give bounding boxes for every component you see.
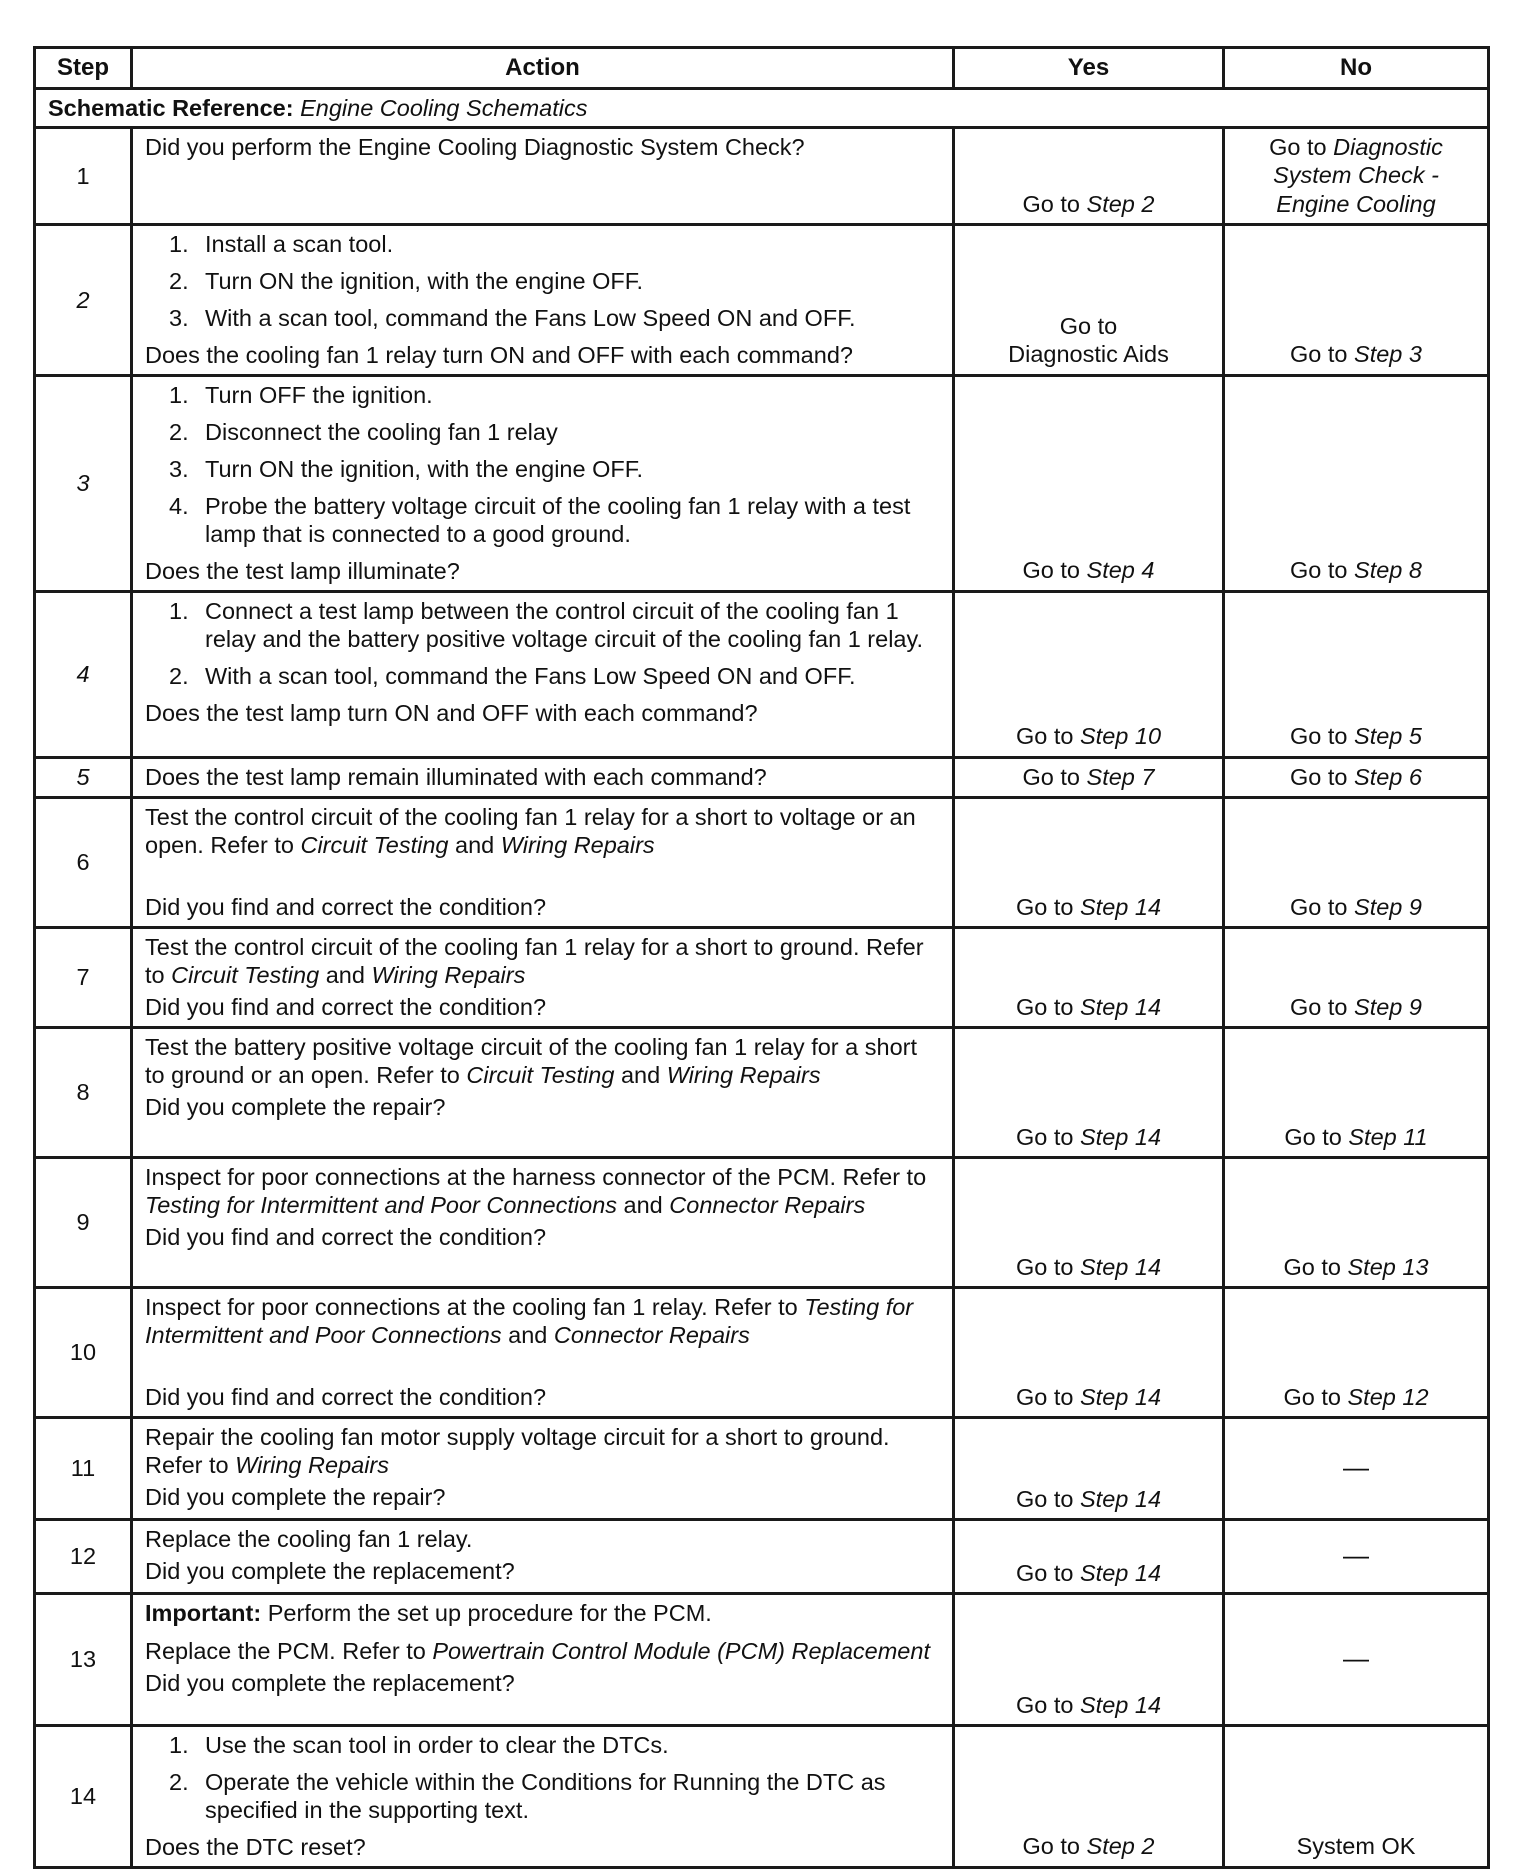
reference-link[interactable]: Testing for Intermittent and Poor Connections (145, 1192, 618, 1218)
yes-cell (954, 927, 1224, 1027)
schematic-reference-row (35, 89, 1489, 128)
no-cell (1224, 1157, 1489, 1287)
no-cell (1224, 375, 1489, 591)
reference-link[interactable]: Powertrain Control Module (PCM) Replacement (432, 1638, 930, 1664)
yes-cell (954, 1725, 1224, 1867)
yes-link[interactable]: Step 14 (1080, 993, 1162, 1020)
no-value: — (1343, 1540, 1369, 1571)
go-to-label: Go to (1290, 557, 1348, 584)
step-instruction: Test the control circuit of the cooling fan 1 relay for a short to ground. Refer to Circuit Testing and Wiring Repairs (145, 933, 924, 988)
go-to-label: Go to (1022, 1833, 1080, 1860)
step-instruction: Replace the cooling fan 1 relay. (145, 1525, 473, 1552)
step-number: 9 (35, 1157, 132, 1287)
no-link[interactable]: System Check - (1273, 162, 1439, 189)
action-cell (132, 591, 954, 757)
step-number: 8 (35, 1027, 132, 1157)
action-list (145, 381, 940, 549)
step-question: Does the DTC reset? (145, 1834, 366, 1861)
schematic-label: Schematic Reference: (48, 95, 294, 121)
step-number: 12 (35, 1519, 132, 1593)
step-question: Did you perform the Engine Cooling Diagnostic System Check? (145, 134, 805, 161)
action-cell (132, 757, 954, 797)
action-cell (132, 1027, 954, 1157)
step-number: 13 (35, 1593, 132, 1725)
header-action: Action (132, 48, 954, 89)
action-cell (132, 1725, 954, 1867)
yes-cell (954, 224, 1224, 375)
list-item: 1. Use the scan tool in order to clear the DTCs. (169, 1731, 669, 1758)
step-instruction: Test the control circuit of the cooling fan 1 relay for a short to voltage or an open. Refer to Circuit Testing and Wiring Repairs (145, 803, 916, 858)
header-yes: Yes (954, 48, 1224, 89)
go-to-label: Go to (1022, 190, 1080, 217)
table-row (35, 591, 1489, 757)
go-to-label: Go to (1284, 1123, 1342, 1150)
no-cell (1224, 1287, 1489, 1417)
step-instruction: Inspect for poor connections at the cooling fan 1 relay. Refer to Testing for Intermittent and Poor Connections and Connector Repairs (145, 1293, 914, 1348)
table-row (35, 797, 1489, 927)
go-to-label: Go to (1015, 1123, 1074, 1150)
go-to-label: Go to (1283, 1383, 1341, 1410)
step-question: Did you complete the repair? (145, 1484, 446, 1511)
go-to-label: Go to (1269, 134, 1327, 161)
step-instruction: Repair the cooling fan motor supply voltage circuit for a short to ground. Refer to Wiring Repairs (145, 1423, 890, 1478)
no-cell (1224, 591, 1489, 757)
no-cell (1224, 1725, 1489, 1867)
action-list (145, 597, 940, 691)
table-row (35, 1287, 1489, 1417)
list-item: 3. With a scan tool, command the Fans Low Speed ON and OFF. (169, 305, 856, 332)
action-cell (132, 1287, 954, 1417)
header-no: No (1224, 48, 1489, 89)
step-number: 14 (35, 1725, 132, 1867)
no-value: — (1343, 1643, 1369, 1674)
action-cell (132, 224, 954, 375)
go-to-label: Go to (1290, 893, 1348, 920)
no-link[interactable]: Step 11 (1348, 1123, 1428, 1150)
step-question: Did you complete the replacement? (145, 1670, 515, 1697)
go-to-label: Go to (1290, 341, 1348, 368)
no-link[interactable]: Step 12 (1347, 1383, 1429, 1410)
go-to-label: Go to (1290, 723, 1348, 750)
step-instruction: Inspect for poor connections at the harness connector of the PCM. Refer to Testing for Intermittent and Poor Connections and Connector Repairs (145, 1163, 927, 1218)
go-to-label: Go to (1022, 557, 1080, 584)
schematic-reference (35, 89, 1489, 128)
yes-link[interactable]: Step 14 (1080, 1559, 1162, 1586)
step-question: Did you find and correct the condition? (145, 1224, 547, 1251)
yes-link[interactable]: Step 14 (1080, 893, 1162, 920)
no-cell (1224, 224, 1489, 375)
yes-cell (954, 1157, 1224, 1287)
no-value: — (1343, 1452, 1369, 1483)
go-to-label: Go to (1015, 1691, 1074, 1718)
step-number: 4 (35, 591, 132, 757)
list-item: 3. Turn ON the ignition, with the engine OFF. (169, 455, 644, 482)
action-list (145, 1731, 940, 1825)
step-question: Does the test lamp turn ON and OFF with each command? (145, 700, 758, 727)
list-item: 4. Probe the battery voltage circuit of the cooling fan 1 relay with a test lamp that is connected to a good ground. (169, 493, 911, 548)
table-row (35, 757, 1489, 797)
no-link[interactable]: Step 6 (1354, 763, 1422, 790)
no-cell (1224, 1027, 1489, 1157)
no-link[interactable]: Step 3 (1354, 341, 1422, 368)
reference-link[interactable]: Wiring Repairs (235, 1452, 390, 1478)
no-cell (1224, 757, 1489, 797)
step-number: 7 (35, 927, 132, 1027)
yes-cell (954, 757, 1224, 797)
yes-cell (954, 1519, 1224, 1593)
table-row (35, 375, 1489, 591)
no-link[interactable]: Diagnostic (1333, 134, 1443, 161)
table-row (35, 1519, 1489, 1593)
reference-link[interactable]: Testing for Intermittent and Poor Connections (145, 1293, 914, 1348)
step-question: Does the test lamp illuminate? (145, 558, 460, 585)
yes-link[interactable]: Step 4 (1086, 557, 1155, 584)
table-row (35, 224, 1489, 375)
no-link[interactable]: Step 9 (1354, 993, 1422, 1020)
no-link[interactable]: Engine Cooling (1276, 190, 1436, 217)
no-value: System OK (1296, 1833, 1416, 1860)
yes-link[interactable]: Go to (1059, 313, 1118, 340)
step-question: Did you find and correct the condition? (145, 894, 547, 921)
yes-link[interactable]: Step 7 (1086, 763, 1155, 790)
action-cell (132, 797, 954, 927)
go-to-label: Go to (1015, 1253, 1074, 1280)
no-cell (1224, 927, 1489, 1027)
yes-cell (954, 375, 1224, 591)
header-step: Step (35, 48, 132, 89)
schematic-link[interactable]: Engine Cooling Schematics (300, 95, 588, 121)
reference-link[interactable]: Wiring Repairs (500, 832, 655, 858)
reference-link[interactable]: Circuit Testing (171, 962, 320, 988)
reference-link[interactable]: Connector Repairs (669, 1192, 866, 1218)
go-to-label: Go to (1015, 1383, 1074, 1410)
step-question: Did you complete the replacement? (145, 1558, 515, 1584)
yes-link[interactable]: Step 14 (1080, 1691, 1162, 1718)
step-question: Did you find and correct the condition? (145, 994, 547, 1021)
go-to-label: Go to (1015, 723, 1074, 750)
yes-cell (954, 1287, 1224, 1417)
yes-cell (954, 1417, 1224, 1519)
action-cell (132, 927, 954, 1027)
no-cell (1224, 1593, 1489, 1725)
yes-cell (954, 1593, 1224, 1725)
list-item: 2. Disconnect the cooling fan 1 relay (169, 418, 558, 445)
step-question: Does the cooling fan 1 relay turn ON and OFF with each command? (145, 342, 853, 369)
step-number: 10 (35, 1287, 132, 1417)
action-cell (132, 1519, 954, 1593)
table-row (35, 927, 1489, 1027)
yes-link[interactable]: Step 14 (1080, 1253, 1162, 1280)
important-label: Important: (145, 1599, 262, 1626)
important-note: Important: Perform the set up procedure for the PCM. (145, 1599, 712, 1626)
go-to-label: Go to (1015, 993, 1074, 1020)
yes-cell (954, 1027, 1224, 1157)
no-cell (1224, 128, 1489, 225)
step-number: 2 (35, 224, 132, 375)
header-row (35, 48, 1489, 89)
step-instruction: Test the battery positive voltage circuit of the cooling fan 1 relay for a short to ground or an open. Refer to Circuit Testing and Wiring Repairs (145, 1033, 917, 1088)
go-to-label: Go to (1015, 893, 1074, 920)
reference-link[interactable]: Circuit Testing (466, 1062, 615, 1088)
diagnostic-table-page (33, 46, 1487, 1869)
reference-link[interactable]: Connector Repairs (553, 1322, 750, 1348)
table-row (35, 1593, 1489, 1725)
table-row (35, 128, 1489, 225)
step-question: Does the test lamp remain illuminated with each command? (145, 763, 767, 790)
no-cell (1224, 1519, 1489, 1593)
reference-link[interactable]: Wiring Repairs (371, 962, 526, 988)
step-number: 3 (35, 375, 132, 591)
action-cell (132, 1157, 954, 1287)
step-number: 1 (35, 128, 132, 225)
yes-link[interactable]: Step 14 (1080, 1485, 1162, 1512)
go-to-label: Go to (1022, 763, 1080, 790)
step-number: 6 (35, 797, 132, 927)
list-item: 1. Install a scan tool. (169, 230, 394, 257)
list-item: 1. Turn OFF the ignition. (169, 381, 433, 408)
table-row (35, 1725, 1489, 1867)
no-cell (1224, 797, 1489, 927)
no-link[interactable]: Step 9 (1354, 893, 1422, 920)
action-list (145, 230, 940, 333)
table-row (35, 1027, 1489, 1157)
no-link[interactable]: Step 5 (1354, 723, 1422, 750)
go-to-label: Go to (1015, 1485, 1074, 1512)
list-item: 1. Connect a test lamp between the control circuit of the cooling fan 1 relay and the battery positive voltage circuit of the cooling fan 1 relay. (169, 597, 924, 652)
step-question: Did you find and correct the condition? (145, 1384, 547, 1411)
go-to-label: Go to (1283, 1253, 1341, 1280)
diagnostic-table (33, 46, 1490, 1869)
no-cell (1224, 1417, 1489, 1519)
step-instruction: Replace the PCM. Refer to Powertrain Control Module (PCM) Replacement (145, 1638, 930, 1664)
yes-cell (954, 128, 1224, 225)
action-cell (132, 128, 954, 225)
list-item: 2. Operate the vehicle within the Conditions for Running the DTC as specified in the supporting text. (169, 1769, 886, 1824)
yes-link[interactable]: Step 2 (1086, 190, 1155, 217)
reference-link[interactable]: Circuit Testing (300, 832, 449, 858)
yes-link[interactable]: Step 14 (1080, 1123, 1162, 1150)
list-item: 2. Turn ON the ignition, with the engine OFF. (169, 267, 644, 294)
step-number: 11 (35, 1417, 132, 1519)
go-to-label: Go to (1290, 993, 1348, 1020)
table-row (35, 1417, 1489, 1519)
list-item: 2. With a scan tool, command the Fans Low Speed ON and OFF. (169, 663, 856, 689)
reference-link[interactable]: Wiring Repairs (666, 1062, 821, 1088)
step-question: Did you complete the repair? (145, 1094, 446, 1121)
step-number: 5 (35, 757, 132, 797)
yes-link[interactable]: Step 10 (1080, 723, 1162, 750)
go-to-label: Go to (1290, 763, 1348, 790)
yes-cell (954, 797, 1224, 927)
no-link[interactable]: Step 8 (1354, 557, 1422, 584)
no-link[interactable]: Step 13 (1347, 1253, 1429, 1280)
yes-cell (954, 591, 1224, 757)
yes-link[interactable]: Step 14 (1080, 1383, 1162, 1410)
action-cell (132, 1417, 954, 1519)
go-to-label: Go to (1015, 1559, 1074, 1586)
yes-link[interactable]: Step 2 (1086, 1833, 1155, 1860)
action-cell (132, 1593, 954, 1725)
yes-link[interactable]: Diagnostic Aids (1008, 341, 1169, 368)
action-cell (132, 375, 954, 591)
table-row (35, 1157, 1489, 1287)
